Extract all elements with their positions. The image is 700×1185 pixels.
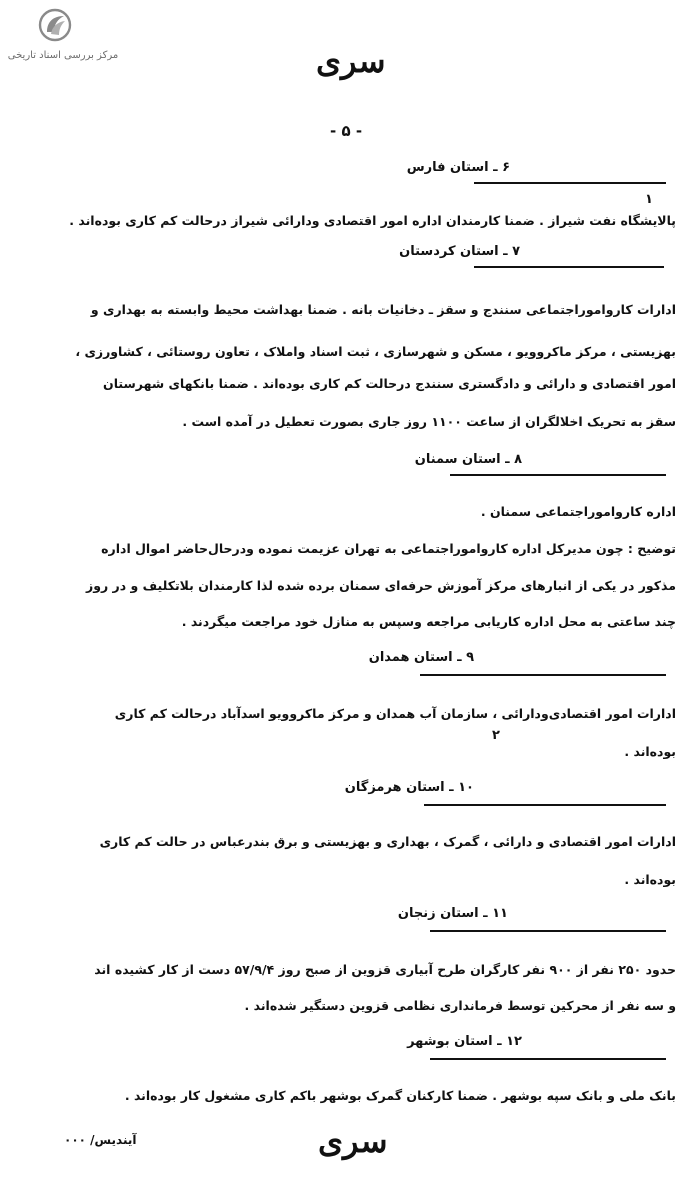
classification-bottom: سری (318, 1122, 388, 1160)
text-line: بهزیستی ، مرکز ماکروویو ، مسکن و شهرسازی ، ثبت اسناد واملاک ، تعاون روستائی ، کشاورزی ، (75, 344, 676, 359)
text-line: توضیح : چون مدیرکل اداره کارواموراجتماعی به تهران عزیمت نموده ودرحال‌حاضر اموال اداره (101, 541, 676, 556)
footnote-marker-1: ۱ (645, 192, 653, 207)
text-line: و سه نفر از محرکین توسط فرمانداری نظامی قزوین دستگیر شده‌اند . (244, 998, 676, 1013)
text-line: بانک ملی و بانک سپه بوشهر . ضمنا کارکنان گمرک بوشهر باکم کاری مشغول کار بوده‌اند . (124, 1088, 676, 1103)
text-line: پالایشگاه نفت شیراز . ضمنا کارمندان اداره امور اقتصادی ودارائی شیراز درحالت کم کاری بوده‌اند . (69, 213, 676, 228)
section-heading-hormozgan: ۱۰ ـ استان هرمزگان (344, 780, 474, 795)
section-heading-semnan: ۸ ـ استان سمنان (414, 452, 522, 467)
text-line: ادارات کارواموراجتماعی سنندج و سقز ـ دخانیات بانه . ضمنا بهداشت محیط وابسته به بهداری و (90, 302, 676, 317)
reference-number: آیندیس/ ۰۰۰ (64, 1133, 137, 1147)
classification-top: سری (316, 42, 386, 80)
text-line: بوده‌اند . (624, 872, 676, 887)
text-line: اداره کارواموراجتماعی سمنان . (480, 504, 676, 519)
text-line: ادارات امور اقتصادی‌ودارائی ، سازمان آب همدان و مرکز ماکروویو اسدآباد درحالت کم کاری (114, 706, 676, 721)
text-line: بوده‌اند . (624, 744, 676, 759)
section-heading-kurdistan: ۷ ـ استان کردستان (399, 244, 520, 259)
text-line: امور اقتصادی و دارائی و دادگستری سنندج درحالت کم کاری بوده‌اند . ضمنا بانکهای شهرستان (103, 376, 676, 391)
heading-underline (430, 930, 666, 932)
heading-underline (474, 266, 664, 268)
heading-underline (430, 1058, 666, 1060)
archive-logo-icon (38, 8, 72, 42)
heading-underline (474, 182, 666, 184)
text-line: سقز به تحریک اخلالگران از ساعت ۱۱۰۰ روز جاری بصورت تعطیل در آمده است . (182, 414, 676, 429)
section-heading-bushehr: ۱۲ ـ استان بوشهر (407, 1034, 522, 1049)
heading-underline (450, 474, 666, 476)
text-line: حدود ۲۵۰ نفر از ۹۰۰ نفر کارگران طرح آبیاری قزوین از صبح روز ۵۷/۹/۴ دست از کار کشیده اند (94, 962, 676, 977)
page-number: - ۵ - (330, 122, 363, 140)
section-heading-fars: ۶ ـ استان فارس (406, 160, 510, 175)
heading-underline (424, 804, 666, 806)
section-heading-hamadan: ۹ ـ استان همدان (368, 650, 474, 665)
section-heading-zanjan: ۱۱ ـ استان زنجان (397, 906, 508, 921)
heading-underline (420, 674, 666, 676)
text-line: مذکور در یکی از انبارهای مرکز آموزش حرفه‌ای سمنان برده شده لذا کارمندان بلاتکلیف و در روز (86, 578, 676, 593)
text-line: چند ساعتی به محل اداره کاریابی مراجعه وسپس به منازل خود مراجعت میگردند . (181, 614, 676, 629)
text-line: ادارات امور اقتصادی و دارائی ، گمرک ، بهداری و بهزیستی و برق بندرعباس در حالت کم کاری (99, 834, 676, 849)
watermark-text: مرکز بررسی اسناد تاریخی (7, 50, 119, 61)
footnote-marker-2: ۲ (492, 728, 500, 743)
